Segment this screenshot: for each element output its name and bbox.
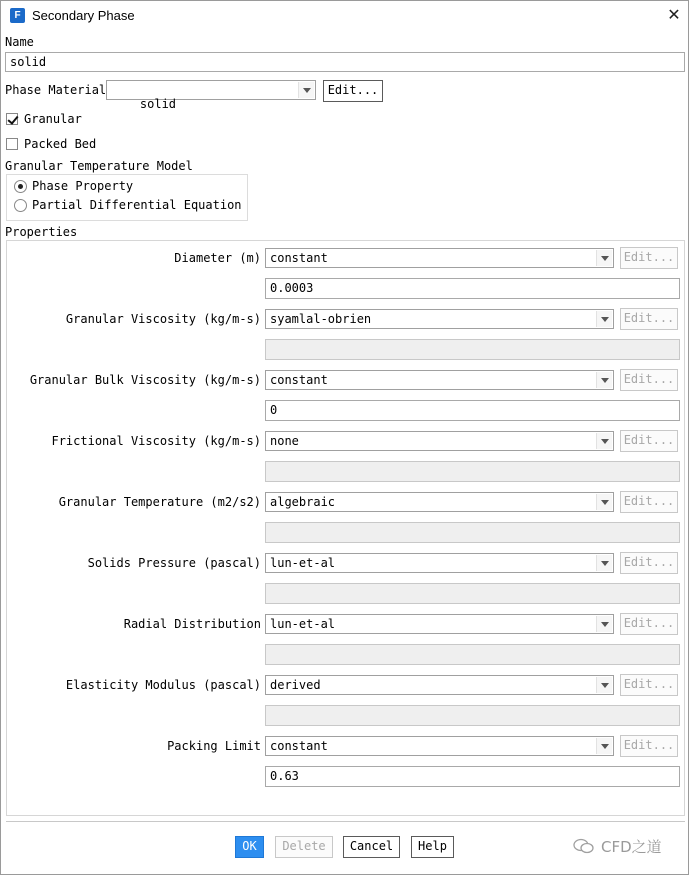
help-button[interactable]: Help [411, 836, 454, 858]
property-edit-button[interactable]: Edit... [620, 308, 678, 330]
properties-label: Properties [5, 225, 78, 239]
property-label: Granular Temperature (m2/s2) [58, 495, 261, 509]
chevron-down-icon [298, 82, 314, 98]
property-value-input[interactable]: 0.63 [265, 766, 680, 787]
property-method-value: constant [270, 251, 328, 265]
chevron-down-icon [596, 555, 612, 571]
property-method-value: constant [270, 739, 328, 753]
property-value-input[interactable] [265, 339, 680, 360]
packed-bed-label: Packed Bed [24, 137, 97, 151]
wechat-icon [573, 838, 595, 854]
phase-material-label: Phase Material [5, 83, 107, 97]
property-edit-button[interactable]: Edit... [620, 735, 678, 757]
phase-material-select[interactable] [106, 80, 316, 111]
granular-label: Granular [24, 112, 82, 126]
phase-material-value: solid [139, 97, 177, 111]
window-title: Secondary Phase [32, 8, 135, 23]
property-edit-button[interactable]: Edit... [620, 552, 678, 574]
property-method-value: constant [270, 373, 328, 387]
property-edit-button[interactable]: Edit... [620, 369, 678, 391]
chevron-down-icon [596, 494, 612, 510]
name-input[interactable]: solid [5, 52, 685, 72]
property-method-value: derived [270, 678, 321, 692]
property-edit-button[interactable]: Edit... [620, 247, 678, 269]
property-value-input[interactable] [265, 644, 680, 665]
property-label: Granular Bulk Viscosity (kg/m-s) [29, 373, 261, 387]
phase-material-edit-button[interactable]: Edit... [323, 80, 383, 102]
delete-button[interactable]: Delete [275, 836, 333, 858]
property-method-value: none [270, 434, 299, 448]
chevron-down-icon [596, 738, 612, 754]
property-label: Diameter (m) [174, 251, 261, 265]
close-icon[interactable]: ✕ [667, 5, 681, 24]
fluent-app-icon: F [10, 8, 25, 23]
property-method-value: syamlal-obrien [270, 312, 372, 326]
property-value-input[interactable] [265, 461, 680, 482]
footer-divider [6, 821, 685, 822]
property-edit-button[interactable]: Edit... [620, 430, 678, 452]
ok-button[interactable]: OK [235, 836, 264, 858]
chevron-down-icon [596, 616, 612, 632]
chevron-down-icon [596, 311, 612, 327]
chevron-down-icon [596, 433, 612, 449]
granular-temp-model-group [6, 174, 248, 221]
phase-property-radio[interactable] [14, 180, 27, 193]
granular-temp-model-label: Granular Temperature Model [5, 159, 193, 173]
property-method-value: lun-et-al [270, 556, 336, 570]
chevron-down-icon [596, 677, 612, 693]
cancel-button[interactable]: Cancel [343, 836, 400, 858]
property-value-input[interactable] [265, 522, 680, 543]
property-value-input[interactable]: 0 [265, 400, 680, 421]
property-method-select[interactable] [265, 370, 614, 390]
property-method-select[interactable] [265, 553, 614, 573]
packed-bed-checkbox[interactable] [6, 138, 18, 150]
property-edit-button[interactable]: Edit... [620, 613, 678, 635]
property-method-value: algebraic [270, 495, 336, 509]
property-method-select[interactable] [265, 614, 614, 634]
property-method-select[interactable] [265, 675, 614, 695]
property-label: Granular Viscosity (kg/m-s) [65, 312, 261, 326]
property-edit-button[interactable]: Edit... [620, 674, 678, 696]
name-label: Name [5, 35, 34, 49]
watermark-text: CFD之道 [601, 838, 662, 856]
property-method-select[interactable] [265, 431, 614, 451]
granular-checkbox[interactable] [6, 113, 18, 125]
title-bar [1, 1, 688, 31]
property-label: Packing Limit [167, 739, 261, 753]
property-method-select[interactable] [265, 736, 614, 756]
property-method-select[interactable] [265, 309, 614, 329]
property-edit-button[interactable]: Edit... [620, 491, 678, 513]
pde-label: Partial Differential Equation [32, 198, 242, 212]
chevron-down-icon [596, 372, 612, 388]
property-value-input[interactable]: 0.0003 [265, 278, 680, 299]
property-value-input[interactable] [265, 583, 680, 604]
property-method-select[interactable] [265, 492, 614, 512]
property-label: Solids Pressure (pascal) [87, 556, 261, 570]
chevron-down-icon [596, 250, 612, 266]
pde-radio[interactable] [14, 199, 27, 212]
property-method-value: lun-et-al [270, 617, 336, 631]
property-label: Frictional Viscosity (kg/m-s) [51, 434, 261, 448]
property-value-input[interactable] [265, 705, 680, 726]
phase-property-label: Phase Property [32, 179, 134, 193]
property-method-select[interactable] [265, 248, 614, 268]
property-label: Radial Distribution [123, 617, 261, 631]
property-label: Elasticity Modulus (pascal) [65, 678, 261, 692]
